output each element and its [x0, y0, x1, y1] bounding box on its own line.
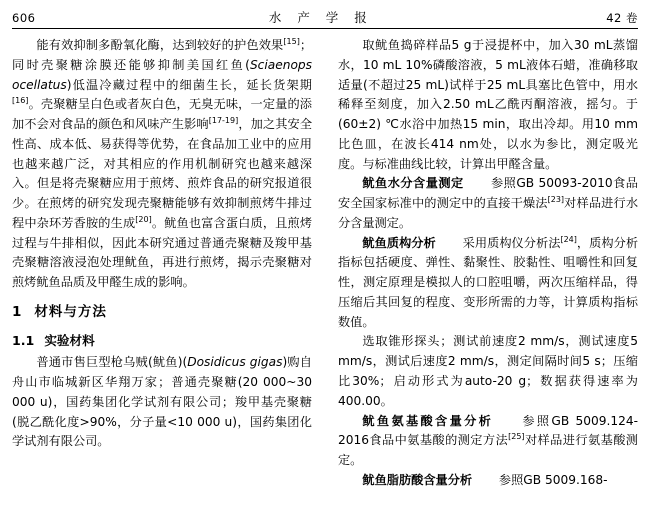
method-amino-acid-label: 鱿鱼氨基酸含量分析 [362, 413, 494, 428]
subsection-number: 1.1 [12, 332, 35, 348]
method-fatty-acid [338, 471, 638, 491]
method-texture-body: 采用质构仪分析法[24]，质构分析指标包括硬度、弹性、黏聚性、胶黏性、咀嚼性和回复性，测定原理是模拟人的口腔咀嚼，两次压缩样品，得压缩后其回复的程度、变形所需的力等，计算质构指标数值。 [338, 234, 639, 329]
method-moisture-body: 参照GB 50093-2010食品安全国家标准中的测定中的直接干燥法[23]对样品进行水分含量测定。 [338, 176, 639, 230]
method-texture-label: 鱿鱼质构分析 [362, 235, 436, 250]
subsection-title: 实验材料 [44, 332, 95, 348]
method-texture-params-body: 选取锥形探头；测试前速度2 mm/s，测试速度5 mm/s，测试后速度2 mm/s，测定间隔时间5 s；压缩比30%；启动形式为auto-20 g；数据获得速率为400.00。 [338, 334, 638, 408]
two-column-body [12, 36, 638, 523]
method-moisture-label: 鱿鱼水分含量测定 [362, 176, 464, 191]
method-fatty-acid-label: 鱿鱼脂肪酸含量分析 [362, 472, 473, 487]
section-title: 材料与方法 [34, 303, 107, 320]
section-number: 1 [12, 303, 23, 320]
journal-title: 水 产 学 报 [268, 10, 373, 25]
paragraph-intro: 能有效抑制多酚氧化酶，达到较好的护色效果[15]；同时壳聚糖涂膜还能够抑制美国红鱼(Sciaenops ocellatus)低温冷藏过程中的细菌生长，延长货架期[16]。壳聚糖呈白色或者灰白色，无臭无味，一定量的添加不会对食品的颜色和风味产生影响[17-19]，加之其安全性高、成本低、易获得等优势，在食品加工业中的应用也越来越广泛，对其相应的作用机制研究也越来越深入。但是将壳聚糖应用于煎烤、煎炸食品的研究报道很少。在煎烤的研究发现壳聚糖能够有效抑制煎烤牛排过程中杂环芳香胺的生成[20]。鱿鱼也富含蛋白质，且煎烤过程与牛排相似，因此本研究通过普通壳聚糖及羧甲基壳聚糖溶液浸泡处理鱿鱼，再进行煎烤，揭示壳聚糖对煎烤鱿鱼品质及甲醛生成的影响。 [12, 36, 313, 290]
section-heading-1 [12, 302, 312, 324]
method-moisture [338, 174, 638, 233]
method-texture-params [338, 332, 638, 411]
left-column [12, 36, 312, 523]
method-fatty-acid-body: 参照GB 5009.168- [498, 472, 608, 487]
paragraph-materials: 普通市售巨型枪乌贼(鱿鱼)(Dosidicus gigas)购自舟山市临城新区华翔万家；普通壳聚糖(20 000~30 000 u)，国药集团化学试剂有限公司；羧甲基壳聚糖(脱乙酰化度>90%，分子量<10 000 u)，国药集团化学试剂有限公司。 [12, 355, 312, 449]
right-column [338, 36, 638, 523]
method-amino-acid [338, 412, 638, 471]
page-number: 606 [12, 11, 36, 25]
page-header [0, 8, 650, 28]
header-rule [12, 28, 638, 29]
subsection-heading-1-1 [12, 331, 312, 351]
method-texture [338, 234, 638, 333]
method-amino-acid-body: 参照GB 5009.124-2016食品中氨基酸的测定方法[25]对样品进行氨基酸测定。 [338, 413, 638, 468]
paragraph-formaldehyde-method: 取鱿鱼捣碎样品5 g于浸提杯中，加入30 mL蒸馏水，10 mL 10%磷酸溶液，5 mL液体石蜡，准确移取适量(不超过25 mL)试样于25 mL具塞比色管中，用水稀释至刻度，加入2.50 mL乙酰丙酮溶液，摇匀。于(60±2) ℃水浴中加热15 min，取出冷却。用10 mm比色皿，在波长414 nm处，以水为参比，测定吸光度。与标准曲线比较，计算出甲醛含量。 [338, 38, 638, 171]
volume-label: 42 卷 [606, 11, 638, 25]
